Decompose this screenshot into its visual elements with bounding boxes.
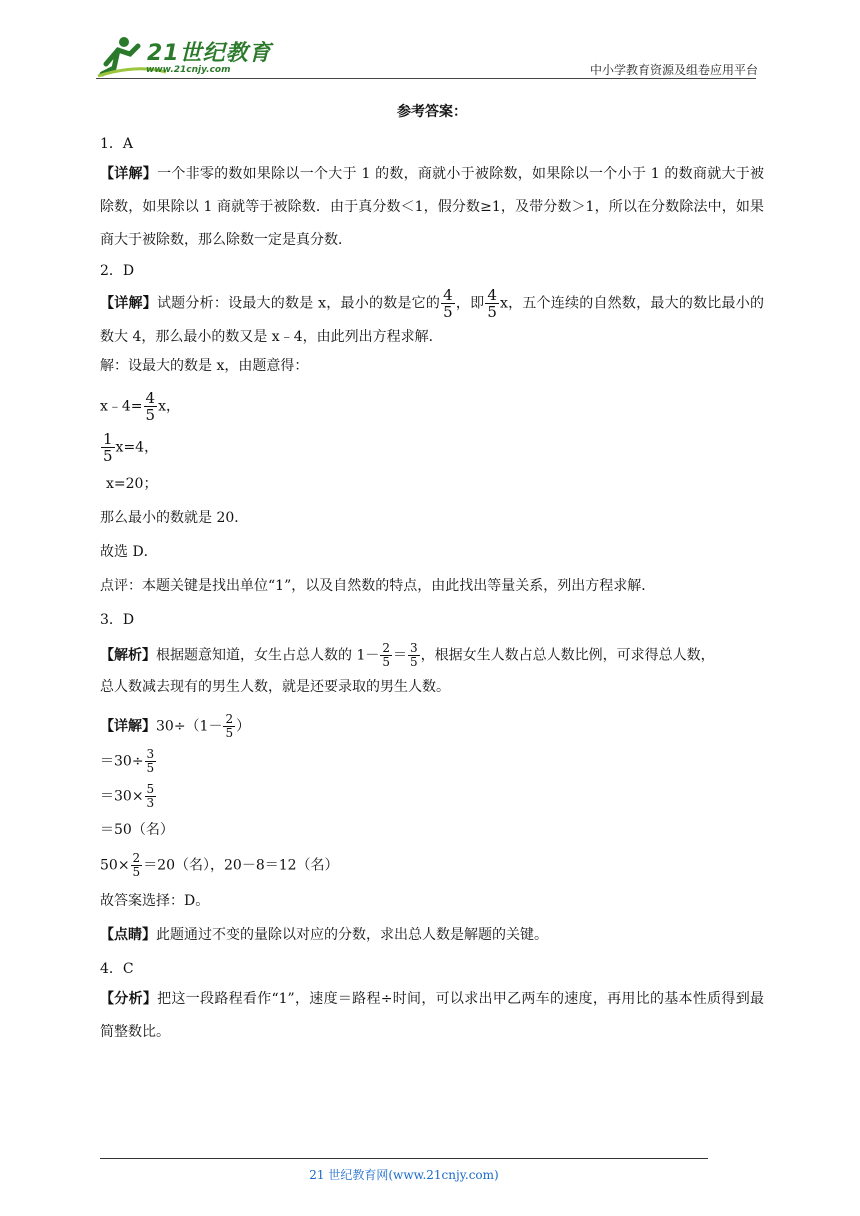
q3-step5-b: ＝20（名），20－8＝12（名）	[143, 857, 339, 873]
logo-text: 21世纪教育	[147, 41, 272, 66]
q4-analysis-tag: 【分析】	[100, 990, 158, 1007]
frac-denominator: 5	[443, 303, 453, 321]
q2-detail-tag: 【详解】	[100, 295, 157, 312]
eq1-left: x﹣4=	[100, 398, 143, 414]
page-title: 参考答案：	[397, 104, 467, 120]
q1-detail-tag: 【详解】	[100, 166, 158, 182]
q2-detail-text-a: 试题分析：设最大的数是 x，最小的数是它的	[156, 295, 441, 312]
q2-equation-3: x=20；	[106, 475, 158, 492]
platform-label: 中小学教育资源及组卷应用平台	[589, 63, 758, 77]
q3-detail-step-2	[100, 748, 764, 775]
q2-answer: 2．D	[100, 263, 135, 279]
frac-denominator: 5	[145, 405, 156, 424]
q3-analysis	[100, 642, 764, 669]
frac-numerator: 4	[487, 286, 497, 304]
eq2-right: x=4，	[115, 439, 159, 455]
eq1-right: x，	[158, 398, 180, 414]
footer-divider	[100, 1158, 708, 1159]
q3-detail-step-3	[100, 783, 764, 810]
q4-analysis	[100, 983, 764, 1049]
q2-fraction-1	[441, 287, 455, 320]
q3-step3: ＝30×	[100, 788, 144, 804]
q3-answer: 3．D	[100, 611, 135, 628]
q3-step1-a: 30÷（1－	[156, 718, 223, 734]
q3-step1-b: ）	[236, 718, 251, 734]
q2-comment: 点评：本题关键是找出单位“1”，以及自然数的特点，由此找出等量关系，列出方程求解．	[100, 577, 656, 594]
footer-link[interactable]: 21 世纪教育网(www.21cnjy.com)	[309, 1168, 499, 1182]
eq2-fraction	[101, 431, 115, 464]
q3-step5-a: 50×	[100, 857, 130, 873]
q3-note	[100, 925, 764, 945]
q3-analysis-frac-2: $\frac{3}{5}$	[410, 640, 418, 669]
q3-detail-step-1	[100, 713, 764, 740]
header-divider	[96, 78, 756, 79]
q3-analysis-a: 根据题意知道，女生占总人数的 1－	[156, 647, 380, 663]
q3-detail-tag: 【详解】	[100, 718, 156, 734]
q1-answer: 1．A	[100, 136, 134, 152]
q1-detail-text: 一个非零的数如果除以一个大于 1 的数，商就小于被除数，如果除以一个小于 1 的数商就大于被除数，如果除以 1 商就等于被除数．由于真分数＜1，假分数≥1，及带分数＞1，所以在分数除法中，如果商大于被除数，那么除数一定是真分数．	[100, 166, 764, 248]
q2-conclusion: 那么最小的数就是 20．	[100, 509, 249, 526]
q3-choice: 故答案选择：D。	[100, 892, 210, 909]
q3-step1-frac: $\frac{2}{5}$	[225, 711, 234, 740]
q3-note-text: 此题通过不变的量除以对应的分数，求出总人数是解题的关键。	[156, 926, 548, 943]
q3-analysis-frac-1: $\frac{2}{5}$	[382, 640, 390, 669]
q4-analysis-text: 把这一段路程看作“1”，速度＝路程÷时间，可以求出甲乙两车的速度，再用比的基本性质得到最简整数比。	[100, 990, 765, 1040]
q3-step2-frac: $\frac{3}{5}$	[146, 746, 155, 775]
q2-equation-1	[100, 390, 764, 423]
q3-analysis-b: ＝	[393, 647, 407, 663]
q2-choice: 故选 D．	[100, 543, 158, 560]
q3-detail-step-5	[100, 852, 764, 879]
eq1-fraction	[144, 390, 158, 423]
q3-analysis-line-2: 总人数减去现有的男生人数，就是还要录取的男生人数。	[100, 678, 450, 695]
frac-denominator: 5	[487, 303, 497, 321]
q2-detail-text-b: ，即	[455, 295, 485, 312]
frac-numerator: 1	[103, 429, 113, 448]
q1-detail	[100, 158, 764, 257]
frac-numerator: 4	[145, 388, 156, 407]
q3-note-tag: 【点睛】	[100, 926, 156, 943]
logo-url: www.21cnjy.com	[146, 65, 231, 75]
q2-equation-2	[100, 431, 764, 464]
q4-answer: 4．C	[100, 960, 134, 977]
frac-numerator: 4	[443, 286, 453, 304]
q3-analysis-tag: 【解析】	[100, 647, 156, 663]
q3-detail-step-4: ＝50（名）	[100, 821, 174, 838]
frac-denominator: 5	[103, 446, 113, 465]
q3-step3-frac: $\frac{5}{3}$	[146, 781, 155, 810]
q3-step2: ＝30÷	[100, 753, 144, 769]
q3-step5-frac: $\frac{2}{5}$	[132, 850, 141, 879]
q3-analysis-c: ，根据女生人数占总人数比例，可求得总人数，	[420, 647, 715, 663]
answer-content	[100, 100, 764, 1049]
q2-solution-intro: 解：设最大的数是 x，由题意得：	[100, 357, 309, 374]
q2-detail-text-c: x，五个连续的自然数，最大的数比最小的数大 4，那么最小的数又是 x﹣4，由此列出方程求解．	[100, 295, 764, 345]
q2-detail	[100, 287, 764, 354]
page-header	[0, 0, 860, 90]
q2-fraction-2	[485, 287, 499, 320]
